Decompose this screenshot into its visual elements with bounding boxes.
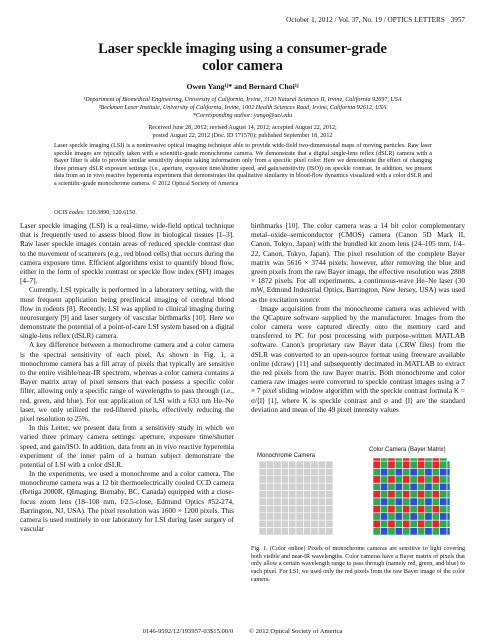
mono-pixel	[311, 528, 318, 535]
bayer-pixel	[403, 520, 410, 527]
bayer-pixel	[410, 461, 417, 468]
mono-pixel	[259, 498, 266, 505]
mono-pixel	[326, 468, 333, 475]
mono-pixel	[259, 461, 266, 468]
bayer-pixel	[417, 461, 424, 468]
bayer-top-pixel	[373, 458, 380, 461]
bayer-pixel	[440, 520, 447, 527]
bayer-side-pixel	[447, 491, 450, 498]
bayer-pixel	[395, 498, 402, 505]
paragraph: birthmarks [10]. The color camera was a 14 bit color complementary metal–oxide–semiconductor (CMOS) camera (Canon 5D Mark II, Canon, Tokyo, Japan) with the bundled kit zoom lens (24–105 mm, f/4–22, Canon, Tokyo, Japan). The pixel resolution of the complete Bayer matrix was 5616 × 3744 pixels; however, after removing the blue and green pixels from the raw Bayer image, the effective resolution was 2808 × 1872 pixels. For all experiments, a continuous-wave He–Ne laser (30 mW, Edmund Industrial Optics, Barrington, New Jersey, USA) was used as the excitation source.	[251, 222, 465, 304]
mono-pixel	[311, 505, 318, 512]
page-number: 3957	[450, 16, 465, 24]
figure-label-color: Color Camera (Bayer Matrix)	[369, 447, 446, 453]
mono-pixel	[303, 491, 310, 498]
bayer-side-pixel	[447, 468, 450, 475]
bayer-pixel	[417, 528, 424, 535]
bayer-pixel	[432, 476, 439, 483]
bayer-pixel	[403, 483, 410, 490]
bayer-pixel	[432, 520, 439, 527]
mono-pixel	[266, 491, 273, 498]
bayer-pixel	[395, 491, 402, 498]
paragraph: Image acquisition from the monochrome camera was achieved with the QCapture software supplied by the manufacturer. Images from the color camera were captured directly onto the memory card and transferred to PC for post processing with purpose-written MATLAB software. Canon's proprietary raw Bayer data (.CRW files) from the dSLR was converted to an open-source format using freeware available online (dcraw) [11] and subsequently decimated in MATLAB to extract the red pixels from the raw Bayer matrix. Both monochrome and color camera raw images were converted to speckle contrast images using a 7 × 7 pixel sliding window algorithm with the speckle contrast formula K = σ/⟨I⟩ [1], where K is speckle contrast and σ and ⟨I⟩ are the standard deviation and mean of the 49 pixel intensity values	[251, 304, 465, 414]
mono-pixel	[274, 491, 281, 498]
mono-pixel	[289, 461, 296, 468]
bayer-side-pixel	[447, 498, 450, 505]
ocis-label: OCIS codes:	[54, 210, 85, 216]
bayer-pixel	[432, 491, 439, 498]
bayer-side-pixel	[447, 476, 450, 483]
header-date-volume: October 1, 2012 / Vol. 37, No. 19 / OPTICS LETTERS	[286, 16, 445, 24]
bayer-side-pixel	[447, 520, 450, 527]
bayer-pixel	[403, 513, 410, 520]
mono-pixel	[311, 461, 318, 468]
mono-pixel	[303, 483, 310, 490]
bayer-top-pixel	[380, 458, 387, 461]
mono-pixel	[266, 476, 273, 483]
bayer-pixel	[417, 505, 424, 512]
mono-pixel	[266, 520, 273, 527]
bayer-pixel	[440, 483, 447, 490]
pixel-grid-diagram	[251, 447, 465, 542]
bayer-pixel	[395, 520, 402, 527]
mono-pixel	[303, 468, 310, 475]
mono-pixel	[274, 528, 281, 535]
bayer-pixel	[425, 483, 432, 490]
mono-pixel	[296, 528, 303, 535]
bayer-side-pixel	[447, 461, 450, 468]
paragraph: In the experiments, we used a monochrome and a color camera. The monochrome camera was a 12 bit thermoelectrically cooled CCD camera (Retiga 2000R, QImaging, Burnaby, BC, Canada) equipped with a close-focus zoom lens (18–108 mm, f/2.5-close, Edmund Optics #52-274, Barrington, NJ, USA). The pixel resolution was 1600 × 1200 pixels. This camera is used routinely in our laboratory for LSI during laser surgery of vascular	[20, 470, 234, 534]
mono-pixel	[289, 520, 296, 527]
mono-pixel	[281, 505, 288, 512]
mono-pixel	[274, 498, 281, 505]
bayer-pixel	[410, 468, 417, 475]
bayer-pixel	[380, 505, 387, 512]
mono-pixel	[266, 461, 273, 468]
bayer-side-pixel	[447, 483, 450, 490]
bayer-pixel	[373, 528, 380, 535]
mono-pixel	[326, 513, 333, 520]
bayer-pixel	[425, 498, 432, 505]
bayer-pixel	[403, 461, 410, 468]
bayer-pixel	[403, 476, 410, 483]
mono-pixel	[318, 461, 325, 468]
received-dates: Received June 28, 2012; revised August 14, 2012; accepted August 22, 2012;	[148, 125, 337, 131]
bayer-pixel	[417, 513, 424, 520]
bayer-top-pixel	[410, 458, 417, 461]
bayer-pixel	[403, 498, 410, 505]
bayer-pixel	[440, 468, 447, 475]
bayer-pixel	[380, 498, 387, 505]
mono-pixel	[311, 513, 318, 520]
mono-pixel	[274, 483, 281, 490]
copyright: © 2012 Optical Society of America	[248, 628, 343, 635]
bayer-pixel	[388, 491, 395, 498]
abstract: Laser speckle imaging (LSI) is a noninvasive optical imaging technique able to provide wide-field two-dimensional maps of moving particles. Raw laser speckle images are typically taken with a scientific-grade monochrome camera. We demonstrate that a digital single-lens reflex (dSLR) camera with a Bayer filter is able to provide similar sensitivity despite taking information only from a specific pixel color. Here we demonstrate the effect of changing three primary dSLR exposure settings (i.e., aperture, exposure time/shutter speed, and gain/sensitivity (ISO)) on speckle contrast. In addition, we present data from an in vivo reactive hyperemia experiment that demonstrates the qualitative similarity in blood-flow dynamics visualized with a color dSLR and a scientific-grade monochrome camera. © 2012 Optical Society of America	[54, 143, 432, 187]
bayer-top-pixel	[425, 458, 432, 461]
bayer-pixel	[417, 468, 424, 475]
bayer-pixel	[425, 513, 432, 520]
bayer-pixel	[417, 476, 424, 483]
paragraph: Laser speckle imaging (LSI) is a real-time, wide-field optical technique that is frequently used to assess blood flow in biological tissues [1–3]. Raw laser speckle images contain areas of reduced speckle contrast due to the movement of scatterers (e.g., red blood cells) that occurs during the camera exposure time. Efficient algorithms exist to quantify blood flow, either in the form of speckle contrast or speckle flow index (SFI) images [4–7].	[20, 222, 235, 286]
bayer-pixel	[373, 476, 380, 483]
paper-title	[0, 41, 485, 75]
mono-pixel	[303, 505, 310, 512]
figure-1	[251, 447, 465, 542]
mono-pixel	[311, 491, 318, 498]
mono-pixel	[318, 476, 325, 483]
mono-pixel	[326, 476, 333, 483]
mono-pixel	[259, 483, 266, 490]
published-dates: posted August 22, 2012 (Doc. ID 171570); published September 18, 2012	[152, 133, 333, 139]
mono-pixel	[281, 483, 288, 490]
bayer-pixel	[425, 468, 432, 475]
mono-pixel	[274, 513, 281, 520]
mono-pixel	[266, 498, 273, 505]
bayer-pixel	[395, 528, 402, 535]
bayer-pixel	[373, 468, 380, 475]
mono-pixel	[296, 476, 303, 483]
bayer-pixel	[380, 513, 387, 520]
bayer-pixel	[380, 520, 387, 527]
mono-pixel	[281, 528, 288, 535]
bayer-side-pixel	[447, 528, 450, 535]
mono-pixel	[303, 528, 310, 535]
mono-pixel	[289, 513, 296, 520]
bayer-pixel	[432, 528, 439, 535]
mono-pixel	[326, 483, 333, 490]
mono-pixel	[259, 528, 266, 535]
bayer-pixel	[388, 468, 395, 475]
corresponding-author: *Corresponding author: yango@uci.edu	[192, 113, 293, 119]
bayer-top-pixel	[417, 458, 424, 461]
bayer-pixel	[410, 520, 417, 527]
bayer-pixel	[373, 498, 380, 505]
bayer-pixel	[410, 483, 417, 490]
mono-pixel	[326, 505, 333, 512]
bayer-pixel	[410, 513, 417, 520]
bayer-pixel	[388, 476, 395, 483]
mono-pixel	[296, 498, 303, 505]
mono-pixel	[311, 468, 318, 475]
mono-pixel	[274, 520, 281, 527]
paragraph: In this Letter, we present data from a sensitivity study in which we varied three primary camera settings: aperture, exposure time/shutter speed, and gain/ISO. In addition, data from an in vivo reactive hyperemia experiment of the inner palm of a human subject demonstrate the potential of LSI with a color dSLR.	[20, 424, 234, 469]
paragraph: A key difference between a monochrome camera and a color camera is the spectral sensitivity of each pixel. As shown in Fig. 1, a monochrome camera has a fill array of pixels that typically are sensitive to the entire visible/near-IR spectrum, whereas a color camera contains a Bayer matrix array of pixel sensors that each possess a specific color filter, allowing only a specific range of wavelengths to pass through (i.e., red, green, and blue). For our application of LSI with a 633 nm He–Ne laser, we only utilized the red-filtered pixels, effectively reducing the pixel resolution to 25%.	[20, 341, 234, 423]
bayer-top-pixel	[395, 458, 402, 461]
mono-pixel	[281, 491, 288, 498]
affiliation-1: ¹Department of Biomedical Engineering, University of California, Irvine, 3120 Natural Sciences II, Irvine, California 92697, USA	[83, 97, 402, 103]
doi-code: 0146-9592/12/193957-03$15.00/0	[142, 628, 234, 635]
bayer-side-pixel	[447, 513, 450, 520]
mono-pixel	[266, 513, 273, 520]
mono-pixel	[259, 468, 266, 475]
mono-pixel	[289, 476, 296, 483]
mono-pixel	[289, 498, 296, 505]
bayer-pixel	[388, 461, 395, 468]
bayer-pixel	[425, 476, 432, 483]
bayer-pixel	[373, 520, 380, 527]
mono-pixel	[311, 498, 318, 505]
bayer-top-pixel	[403, 458, 410, 461]
bayer-top-pixel	[440, 458, 447, 461]
mono-pixel	[259, 520, 266, 527]
bayer-pixel	[440, 498, 447, 505]
bayer-pixel	[380, 461, 387, 468]
bayer-pixel	[410, 498, 417, 505]
mono-pixel	[296, 491, 303, 498]
mono-pixel	[259, 476, 266, 483]
bayer-pixel	[403, 505, 410, 512]
mono-pixel	[311, 483, 318, 490]
mono-pixel	[296, 468, 303, 475]
bayer-grid-top	[373, 458, 447, 461]
bayer-top-pixel	[388, 458, 395, 461]
mono-pixel	[318, 528, 325, 535]
bayer-pixel	[440, 528, 447, 535]
mono-pixel	[296, 513, 303, 520]
bayer-pixel	[395, 505, 402, 512]
monochrome-pixel-grid	[259, 461, 333, 535]
bayer-pixel	[432, 461, 439, 468]
mono-pixel	[326, 461, 333, 468]
bayer-pixel	[410, 491, 417, 498]
paragraph: Currently, LSI typically is performed in a laboratory setting, with the most frequent application being preclinical imaging of cerebral blood flow in rodents [8]. Recently, LSI was applied to clinical imaging during neurosurgery [9] and laser surgery of vascular birthmarks [10]. Here we demonstrate the potential of a point-of-care LSI system based on a digital single-lens reflex (dSLR) camera.	[20, 286, 234, 341]
bayer-pixel	[380, 528, 387, 535]
mono-pixel	[289, 505, 296, 512]
mono-pixel	[289, 491, 296, 498]
mono-pixel	[281, 476, 288, 483]
mono-pixel	[259, 491, 266, 498]
figure-label-monochrome: Monochrome Camera	[257, 453, 316, 459]
bayer-pixel	[425, 491, 432, 498]
left-column	[20, 222, 234, 534]
bayer-pixel	[388, 513, 395, 520]
bayer-pixel	[417, 520, 424, 527]
mono-pixel	[318, 498, 325, 505]
mono-pixel	[266, 505, 273, 512]
mono-pixel	[289, 483, 296, 490]
mono-pixel	[311, 520, 318, 527]
title-line-2: color camera	[202, 58, 283, 74]
page-footer	[0, 628, 485, 635]
bayer-pixel	[395, 483, 402, 490]
mono-pixel	[326, 491, 333, 498]
bayer-pixel	[380, 468, 387, 475]
mono-pixel	[303, 461, 310, 468]
mono-pixel	[303, 513, 310, 520]
bayer-pixel	[417, 491, 424, 498]
bayer-pixel	[440, 513, 447, 520]
bayer-pixel	[395, 468, 402, 475]
bayer-pixel	[373, 483, 380, 490]
right-column	[251, 222, 465, 415]
bayer-pixel	[403, 491, 410, 498]
bayer-pixel	[410, 476, 417, 483]
mono-pixel	[296, 483, 303, 490]
mono-pixel	[318, 520, 325, 527]
bayer-pixel	[440, 461, 447, 468]
authors: Owen Yang¹ʲ* and Bernard Choi¹ʲ	[186, 82, 299, 91]
bayer-pixel	[425, 528, 432, 535]
bayer-pixel	[432, 483, 439, 490]
mono-pixel	[289, 468, 296, 475]
mono-pixel	[296, 505, 303, 512]
bayer-pixel-grid	[373, 461, 447, 535]
mono-pixel	[266, 468, 273, 475]
mono-pixel	[303, 520, 310, 527]
mono-pixel	[318, 468, 325, 475]
mono-pixel	[326, 498, 333, 505]
mono-pixel	[274, 476, 281, 483]
bayer-pixel	[388, 505, 395, 512]
mono-pixel	[281, 498, 288, 505]
bayer-pixel	[410, 528, 417, 535]
bayer-pixel	[380, 483, 387, 490]
bayer-pixel	[410, 505, 417, 512]
mono-pixel	[281, 520, 288, 527]
bayer-pixel	[395, 476, 402, 483]
bayer-pixel	[432, 505, 439, 512]
mono-pixel	[281, 468, 288, 475]
mono-pixel	[326, 520, 333, 527]
mono-pixel	[266, 528, 273, 535]
mono-pixel	[318, 483, 325, 490]
bayer-pixel	[373, 505, 380, 512]
title-line-1: Laser speckle imaging using a consumer-grade	[98, 41, 387, 57]
bayer-pixel	[373, 513, 380, 520]
ocis-values: 120.3890, 120.6150.	[86, 210, 137, 216]
bayer-pixel	[403, 528, 410, 535]
mono-pixel	[274, 461, 281, 468]
mono-pixel	[318, 491, 325, 498]
mono-pixel	[326, 528, 333, 535]
bayer-pixel	[388, 498, 395, 505]
bayer-pixel	[432, 498, 439, 505]
bayer-pixel	[388, 483, 395, 490]
bayer-pixel	[440, 491, 447, 498]
bayer-pixel	[403, 468, 410, 475]
bayer-pixel	[395, 461, 402, 468]
bayer-pixel	[373, 491, 380, 498]
mono-pixel	[318, 505, 325, 512]
bayer-pixel	[380, 491, 387, 498]
mono-pixel	[274, 505, 281, 512]
mono-pixel	[259, 505, 266, 512]
mono-pixel	[259, 513, 266, 520]
bayer-pixel	[388, 520, 395, 527]
ocis-codes	[54, 210, 137, 216]
mono-pixel	[318, 513, 325, 520]
bayer-pixel	[425, 461, 432, 468]
mono-pixel	[296, 461, 303, 468]
bayer-pixel	[432, 513, 439, 520]
mono-pixel	[281, 461, 288, 468]
bayer-grid-side	[447, 461, 450, 535]
mono-pixel	[281, 513, 288, 520]
mono-pixel	[266, 483, 273, 490]
figure-caption: Fig. 1. (Color online) Pixels of monochrome cameras are sensitive to light covering both visible and near-IR wavelengths. Color cameras have a Bayer matrix of pixels that only allow a certain wavelength range to pass through (namely red, green, and blue) to each pixel. For LSI, we used only the red pixels from the raw Bayer image of the color camera.	[251, 546, 465, 583]
mono-pixel	[303, 476, 310, 483]
bayer-pixel	[380, 476, 387, 483]
bayer-pixel	[417, 498, 424, 505]
mono-pixel	[296, 520, 303, 527]
mono-pixel	[303, 498, 310, 505]
mono-pixel	[311, 476, 318, 483]
bayer-top-pixel	[432, 458, 439, 461]
bayer-pixel	[432, 468, 439, 475]
mono-pixel	[289, 528, 296, 535]
bayer-side-pixel	[447, 505, 450, 512]
bayer-pixel	[373, 461, 380, 468]
bayer-pixel	[395, 513, 402, 520]
bayer-pixel	[425, 520, 432, 527]
bayer-pixel	[440, 476, 447, 483]
mono-pixel	[274, 468, 281, 475]
bayer-pixel	[388, 528, 395, 535]
running-header	[20, 16, 465, 28]
affiliation-2: ²Beckman Laser Institute, University of California, Irvine, 1002 Health Sciences Road, Irvine, California 92612, USA	[98, 105, 387, 111]
bayer-pixel	[440, 505, 447, 512]
bayer-pixel	[425, 505, 432, 512]
bayer-pixel	[417, 483, 424, 490]
